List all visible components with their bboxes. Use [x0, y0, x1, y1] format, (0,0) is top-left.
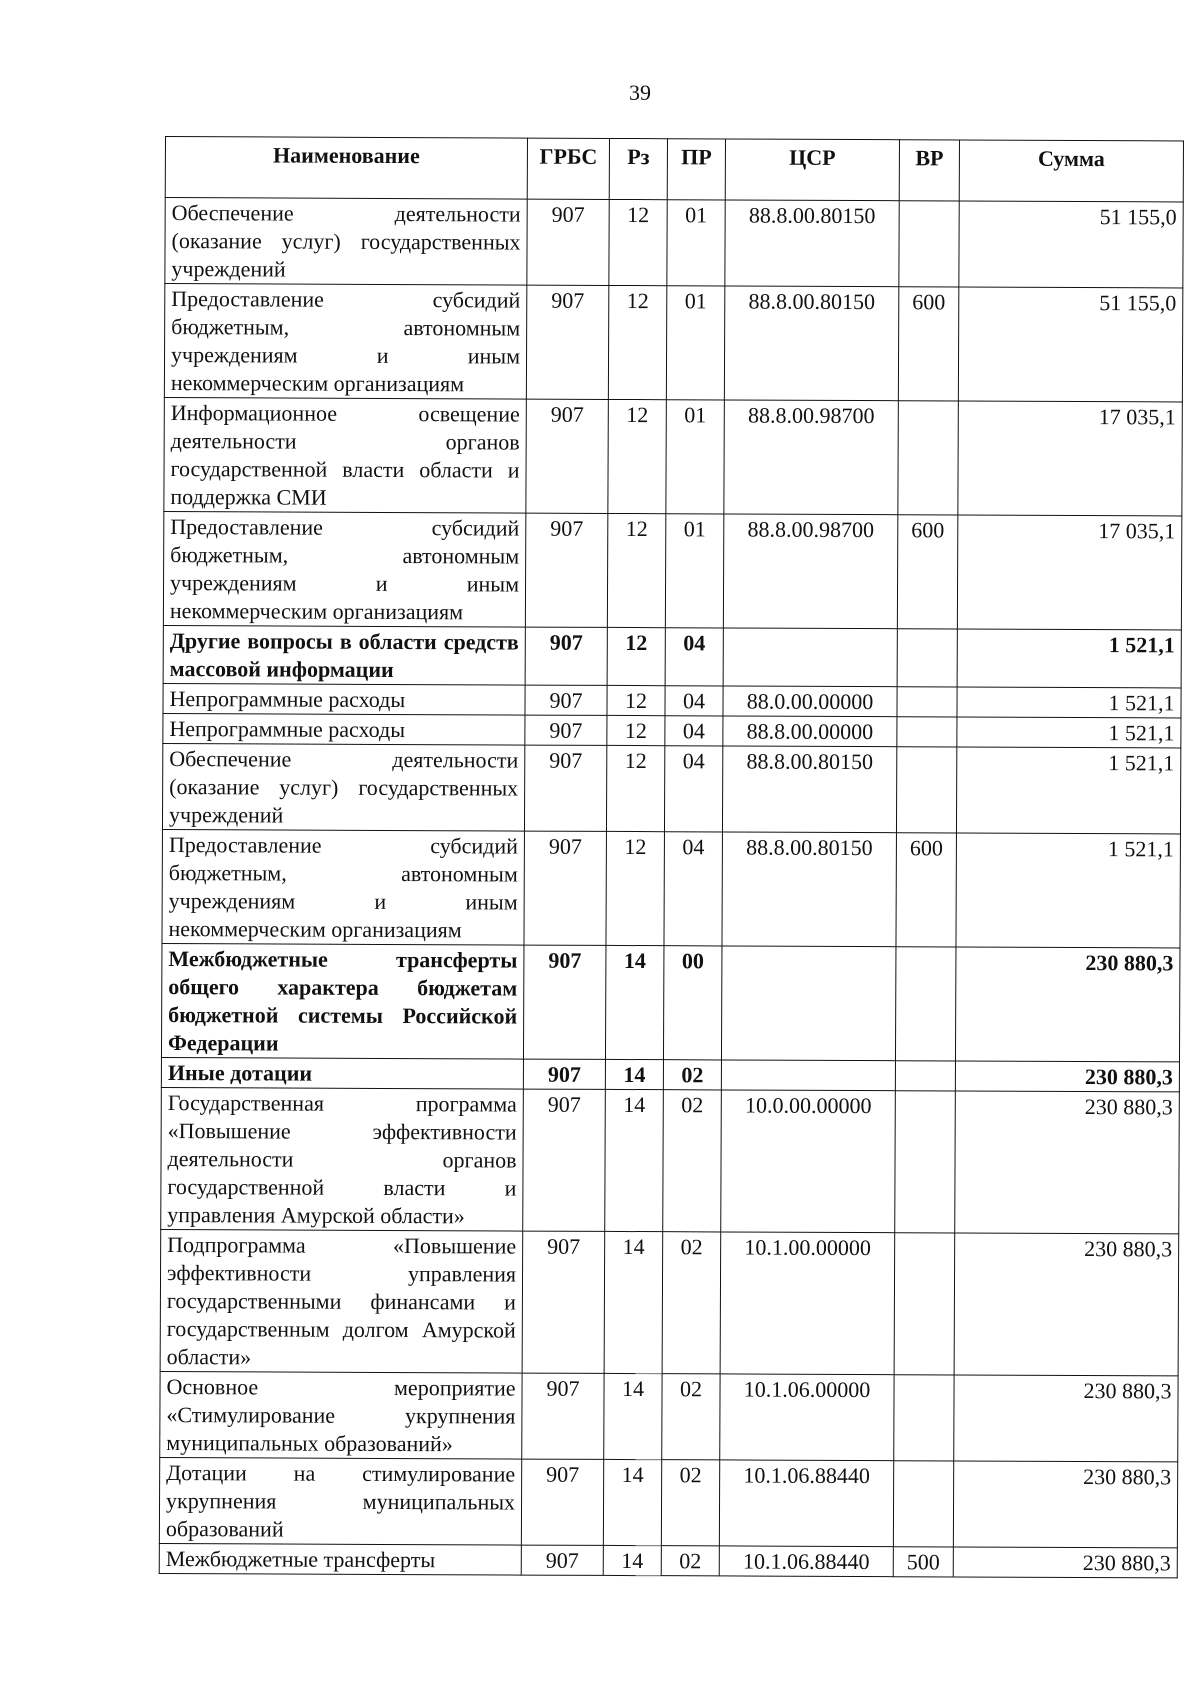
cell-name: Обеспечение деятельности (оказание услуг) государственных учреждений — [162, 743, 524, 831]
cell-pr: 01 — [667, 200, 725, 286]
cell-pr: 04 — [665, 686, 723, 716]
cell-sum: 230 880,3 — [954, 1375, 1178, 1462]
table-row — [161, 943, 1179, 1061]
cell-rz: 12 — [607, 685, 665, 715]
cell-vr — [896, 747, 956, 833]
cell-grbs: 907 — [525, 627, 607, 685]
cell-csr: 88.8.00.98700 — [724, 400, 898, 515]
cell-rz: 12 — [606, 831, 664, 945]
header-csr: ЦСР — [725, 139, 899, 201]
table-row — [163, 683, 1181, 717]
table-body — [159, 198, 1183, 1578]
cell-pr: 02 — [662, 1232, 721, 1374]
table-row — [161, 1087, 1180, 1233]
cell-csr: 10.1.00.00000 — [720, 1232, 895, 1375]
table-row — [163, 713, 1181, 747]
cell-sum: 1 521,1 — [956, 833, 1180, 948]
cell-name: Непрограммные расходы — [163, 713, 525, 745]
cell-sum: 17 035,1 — [957, 515, 1181, 630]
table-header — [165, 137, 1183, 202]
cell-csr: 10.1.06.00000 — [720, 1374, 894, 1461]
cell-pr: 01 — [666, 400, 724, 514]
cell-name: Межбюджетные трансферты общего характера бюджетам бюджетной системы Российской Федерации — [161, 943, 523, 1059]
cell-sum: 230 880,3 — [955, 1091, 1180, 1234]
cell-sum: 230 880,3 — [955, 947, 1179, 1062]
cell-grbs: 907 — [522, 1231, 605, 1373]
cell-rz: 14 — [604, 1231, 663, 1373]
cell-name: Дотации на стимулирование укрупнения муниципальных образований — [159, 1457, 521, 1545]
cell-vr: 500 — [893, 1547, 953, 1577]
cell-grbs: 907 — [525, 715, 607, 745]
cell-pr: 04 — [664, 832, 722, 946]
cell-rz: 14 — [605, 1059, 663, 1089]
cell-csr: 88.8.00.80150 — [722, 746, 896, 833]
cell-grbs: 907 — [521, 1545, 603, 1575]
cell-rz: 14 — [605, 1089, 664, 1231]
cell-grbs: 907 — [523, 1059, 605, 1089]
cell-sum: 17 035,1 — [958, 401, 1182, 516]
cell-pr: 01 — [666, 286, 724, 400]
cell-sum: 1 521,1 — [956, 747, 1180, 834]
cell-rz: 14 — [603, 1545, 661, 1575]
cell-name: Предоставление субсидий бюджетным, автономным учреждениям и иным некоммерческим организациям — [164, 284, 526, 400]
cell-pr: 02 — [663, 1090, 722, 1232]
cell-csr — [721, 1060, 895, 1091]
cell-name: Межбюджетные трансферты — [159, 1543, 521, 1575]
cell-pr: 02 — [661, 1460, 719, 1546]
cell-name: Информационное освещение деятельности органов государственной власти области и поддержка СМИ — [164, 397, 526, 513]
cell-name: Предоставление субсидий бюджетным, автономным учреждениям и иным некоммерческим организациям — [163, 511, 525, 627]
cell-rz: 12 — [607, 513, 665, 627]
cell-vr — [897, 687, 957, 717]
cell-rz: 12 — [608, 285, 666, 399]
cell-name: Государственная программа «Повышение эффективности деятельности органов государственной власти и управления Амурской области» — [161, 1087, 524, 1231]
cell-vr: 600 — [896, 833, 956, 947]
cell-pr: 02 — [662, 1374, 720, 1460]
cell-csr: 10.1.06.88440 — [719, 1546, 893, 1577]
cell-sum: 1 521,1 — [957, 717, 1181, 748]
cell-name: Другие вопросы в области средств массовой информации — [163, 625, 525, 685]
cell-vr: 600 — [897, 515, 957, 629]
cell-vr — [895, 947, 955, 1061]
header-name: Наименование — [165, 137, 527, 200]
cell-sum: 1 521,1 — [957, 629, 1181, 688]
cell-grbs: 907 — [526, 399, 608, 513]
cell-pr: 02 — [661, 1546, 719, 1576]
table-row — [162, 829, 1180, 947]
cell-grbs: 907 — [522, 1373, 604, 1459]
cell-rz: 12 — [607, 715, 665, 745]
cell-csr: 10.0.00.00000 — [721, 1090, 896, 1233]
cell-csr: 88.8.00.00000 — [723, 716, 897, 747]
cell-name: Иные дотации — [161, 1057, 523, 1089]
table-row — [161, 1057, 1179, 1091]
cell-vr — [895, 1061, 955, 1091]
cell-rz: 12 — [607, 627, 665, 685]
cell-pr: 04 — [665, 716, 723, 746]
cell-pr: 04 — [665, 628, 723, 686]
header-vr: ВР — [899, 140, 959, 201]
cell-grbs: 907 — [525, 685, 607, 715]
cell-rz: 12 — [609, 199, 667, 285]
cell-rz: 14 — [605, 945, 663, 1059]
cell-vr — [895, 1091, 956, 1233]
cell-sum: 1 521,1 — [957, 687, 1181, 718]
cell-grbs: 907 — [521, 1459, 603, 1545]
table-row — [160, 1229, 1179, 1375]
cell-vr — [897, 717, 957, 747]
cell-sum: 230 880,3 — [955, 1061, 1179, 1092]
cell-grbs: 907 — [524, 831, 606, 945]
cell-pr: 00 — [663, 946, 721, 1060]
cell-vr — [893, 1461, 953, 1547]
table-row — [160, 1371, 1178, 1461]
cell-grbs: 907 — [525, 513, 607, 627]
cell-pr: 02 — [663, 1060, 721, 1090]
cell-vr — [898, 401, 958, 515]
cell-pr: 04 — [664, 746, 722, 832]
table-row — [159, 1457, 1177, 1547]
table-row — [162, 743, 1180, 833]
cell-name: Предоставление субсидий бюджетным, автономным учреждениям и иным некоммерческим организациям — [162, 829, 524, 945]
cell-grbs: 907 — [527, 199, 609, 285]
table-row — [164, 284, 1182, 402]
cell-vr — [897, 629, 957, 687]
cell-grbs: 907 — [523, 945, 605, 1059]
cell-name: Основное мероприятие «Стимулирование укрупнения муниципальных образований» — [160, 1371, 522, 1459]
cell-rz: 12 — [606, 745, 664, 831]
cell-csr: 88.8.00.80150 — [725, 200, 899, 287]
cell-vr: 600 — [898, 287, 958, 401]
header-rz: Рз — [609, 138, 667, 199]
cell-rz: 12 — [608, 399, 666, 513]
cell-grbs: 907 — [524, 745, 606, 831]
cell-vr — [894, 1233, 955, 1375]
cell-rz: 14 — [604, 1373, 662, 1459]
header-pr: ПР — [667, 139, 725, 200]
table-row — [163, 625, 1181, 687]
cell-vr — [894, 1375, 954, 1461]
header-row — [165, 137, 1183, 202]
header-sum: Сумма — [959, 140, 1183, 202]
table-row — [164, 397, 1182, 515]
cell-name: Обеспечение деятельности (оказание услуг) государственных учреждений — [165, 198, 527, 286]
header-grbs: ГРБС — [527, 138, 609, 199]
cell-sum: 230 880,3 — [954, 1233, 1179, 1376]
cell-vr — [899, 201, 959, 287]
cell-csr — [723, 628, 897, 687]
cell-csr — [721, 946, 895, 1061]
table-row — [163, 511, 1181, 629]
cell-rz: 14 — [603, 1459, 661, 1545]
cell-sum: 230 880,3 — [953, 1547, 1177, 1578]
page-number: 39 — [629, 80, 651, 105]
budget-table — [159, 136, 1184, 1578]
cell-name: Подпрограмма «Повышение эффективности управления государственными финансами и государственным долгом Амурской области» — [160, 1229, 523, 1373]
cell-sum: 230 880,3 — [953, 1461, 1177, 1548]
table-row — [165, 198, 1183, 288]
cell-name: Непрограммные расходы — [163, 683, 525, 715]
cell-pr: 01 — [665, 514, 723, 628]
cell-grbs: 907 — [523, 1089, 606, 1231]
cell-sum: 51 155,0 — [958, 287, 1182, 402]
cell-csr: 88.8.00.98700 — [723, 514, 897, 629]
cell-csr: 88.0.00.00000 — [723, 686, 897, 717]
cell-csr: 88.8.00.80150 — [722, 832, 896, 947]
cell-csr: 10.1.06.88440 — [719, 1460, 893, 1547]
table-row — [159, 1543, 1177, 1577]
cell-sum: 51 155,0 — [959, 201, 1183, 288]
cell-grbs: 907 — [526, 285, 608, 399]
cell-csr: 88.8.00.80150 — [724, 286, 898, 401]
